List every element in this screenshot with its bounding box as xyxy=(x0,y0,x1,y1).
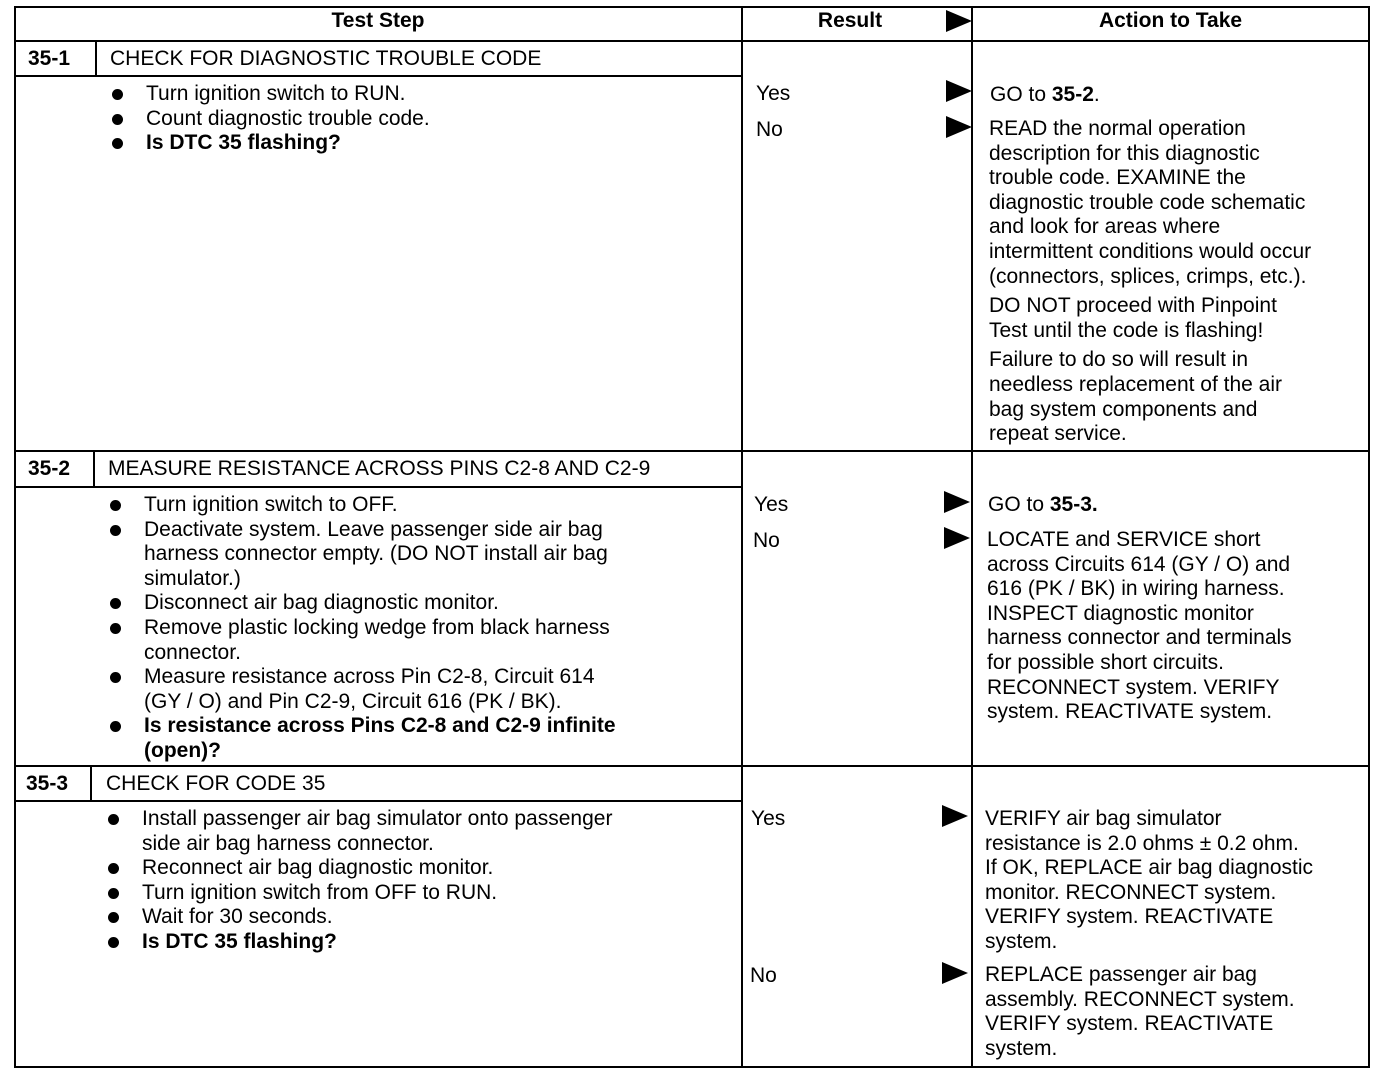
list-item: Reconnect air bag diagnostic monitor. xyxy=(104,856,612,881)
action-text: . xyxy=(1093,83,1100,106)
action-no xyxy=(985,963,1295,1066)
step-title: CHECK FOR CODE 35 xyxy=(106,772,326,795)
action-line: DO NOT proceed with Pinpoint xyxy=(989,294,1277,318)
column-divider-action xyxy=(971,6,973,1068)
action-line: 616 (PK / BK) in wiring harness. xyxy=(987,577,1285,601)
action-line: Failure to do so will result in xyxy=(989,348,1249,372)
table-border-top xyxy=(15,6,1370,8)
action-yes xyxy=(988,493,1098,523)
action-line: Test until the code is flashing! xyxy=(989,318,1264,342)
action-line: assembly. RECONNECT system. xyxy=(985,987,1295,1011)
step-35-2-num-divider xyxy=(93,450,95,487)
action-line: READ the normal operation xyxy=(989,117,1246,140)
action-no xyxy=(989,117,1311,452)
list-item: Turn ignition switch to RUN. xyxy=(108,82,430,107)
action-line: description for this diagnostic xyxy=(989,141,1260,165)
result-no: No xyxy=(753,529,780,552)
action-line: REPLACE passenger air bag xyxy=(985,963,1257,986)
arrow-right-icon xyxy=(946,80,972,102)
result-yes: Yes xyxy=(756,82,791,105)
header-arrow-icon xyxy=(946,10,972,32)
step-number: 35-2 xyxy=(28,457,71,480)
arrow-right-icon xyxy=(946,116,972,138)
action-line: for possible short circuits. xyxy=(987,650,1224,674)
step-title: CHECK FOR DIAGNOSTIC TROUBLE CODE xyxy=(110,47,542,70)
action-line: (connectors, splices, crimps, etc.). xyxy=(989,264,1307,288)
header-result: Result xyxy=(817,9,883,32)
step-reference: 35-3 xyxy=(1049,493,1092,516)
action-line: VERIFY air bag simulator xyxy=(985,807,1222,830)
list-item: Wait for 30 seconds. xyxy=(104,905,612,930)
action-line: system. xyxy=(985,929,1058,953)
action-line: repeat service. xyxy=(989,422,1127,446)
list-item: Remove plastic locking wedge from black harness connector. xyxy=(106,616,616,665)
action-line: RECONNECT system. VERIFY xyxy=(987,675,1280,699)
step-number: 35-3 xyxy=(26,772,69,795)
step-title: MEASURE RESISTANCE ACROSS PINS C2-8 AND C2-9 xyxy=(108,457,651,480)
action-yes xyxy=(990,83,1100,113)
action-line: across Circuits 614 (GY / O) and xyxy=(987,552,1291,576)
action-text: . xyxy=(1091,493,1098,516)
step-35-2-title-bottom xyxy=(14,486,742,488)
list-item: Deactivate system. Leave passenger side air bag harness connector empty. (DO NOT install air bag simulator.) xyxy=(106,518,616,592)
result-yes: Yes xyxy=(751,807,786,830)
result-no: No xyxy=(750,964,777,987)
action-line: system. xyxy=(985,1036,1058,1060)
header-row-divider xyxy=(14,40,1370,42)
step-number: 35-1 xyxy=(28,47,71,70)
action-line: harness connector and terminals xyxy=(987,626,1292,650)
action-line: VERIFY system. REACTIVATE xyxy=(985,1012,1274,1036)
arrow-right-icon xyxy=(944,491,970,513)
step-35-1-title-bottom xyxy=(14,75,742,77)
list-item: Turn ignition switch from OFF to RUN. xyxy=(104,881,612,906)
list-item: Measure resistance across Pin C2-8, Circuit 614 (GY / O) and Pin C2-9, Circuit 616 (PK / BK). xyxy=(106,665,616,714)
list-item: Is DTC 35 flashing? xyxy=(104,930,612,955)
action-line: LOCATE and SERVICE short xyxy=(987,528,1261,551)
list-item: Is resistance across Pins C2-8 and C2-9 infinite (open)? xyxy=(106,714,616,763)
action-line: bag system components and xyxy=(989,397,1258,421)
list-item: Is DTC 35 flashing? xyxy=(108,131,430,156)
header-action: Action to Take xyxy=(1098,9,1243,32)
list-item: Disconnect air bag diagnostic monitor. xyxy=(106,591,616,616)
result-yes: Yes xyxy=(754,493,789,516)
step-bullet-list xyxy=(104,807,612,955)
result-no: No xyxy=(756,118,783,141)
row-divider-35-3 xyxy=(14,765,1370,767)
step-bullet-list xyxy=(108,82,430,156)
header-test-step: Test Step xyxy=(331,9,425,32)
action-line: resistance is 2.0 ohms ± 0.2 ohm. xyxy=(985,831,1299,855)
step-35-3-num-divider xyxy=(90,765,92,801)
table-border-left xyxy=(14,6,16,1068)
step-35-3-title-bottom xyxy=(14,800,742,802)
list-item: Count diagnostic trouble code. xyxy=(108,107,430,132)
list-item: Turn ignition switch to OFF. xyxy=(106,493,616,518)
action-text: GO to xyxy=(988,493,1050,516)
action-line: intermittent conditions would occur xyxy=(989,239,1312,263)
action-line: VERIFY system. REACTIVATE xyxy=(985,905,1274,929)
action-line: If OK, REPLACE air bag diagnostic xyxy=(985,856,1313,880)
list-item: Install passenger air bag simulator onto passenger side air bag harness connector. xyxy=(104,807,612,856)
action-text: GO to xyxy=(990,83,1052,106)
action-line: system. REACTIVATE system. xyxy=(987,700,1273,724)
step-reference: 35-2 xyxy=(1051,83,1094,106)
table-border-right xyxy=(1368,6,1370,1068)
arrow-right-icon xyxy=(942,805,968,827)
step-35-1-num-divider xyxy=(95,40,97,76)
arrow-right-icon xyxy=(942,962,968,984)
column-divider-result xyxy=(741,6,743,1068)
action-line: monitor. RECONNECT system. xyxy=(985,880,1277,904)
action-line: INSPECT diagnostic monitor xyxy=(987,601,1254,625)
action-yes xyxy=(985,807,1313,960)
action-line: trouble code. EXAMINE the xyxy=(989,166,1246,190)
action-line: needless replacement of the air xyxy=(989,372,1283,396)
step-bullet-list xyxy=(106,493,616,764)
action-line: diagnostic trouble code schematic xyxy=(989,190,1306,214)
arrow-right-icon xyxy=(944,527,970,549)
action-line: and look for areas where xyxy=(989,215,1221,239)
action-no xyxy=(987,528,1292,730)
